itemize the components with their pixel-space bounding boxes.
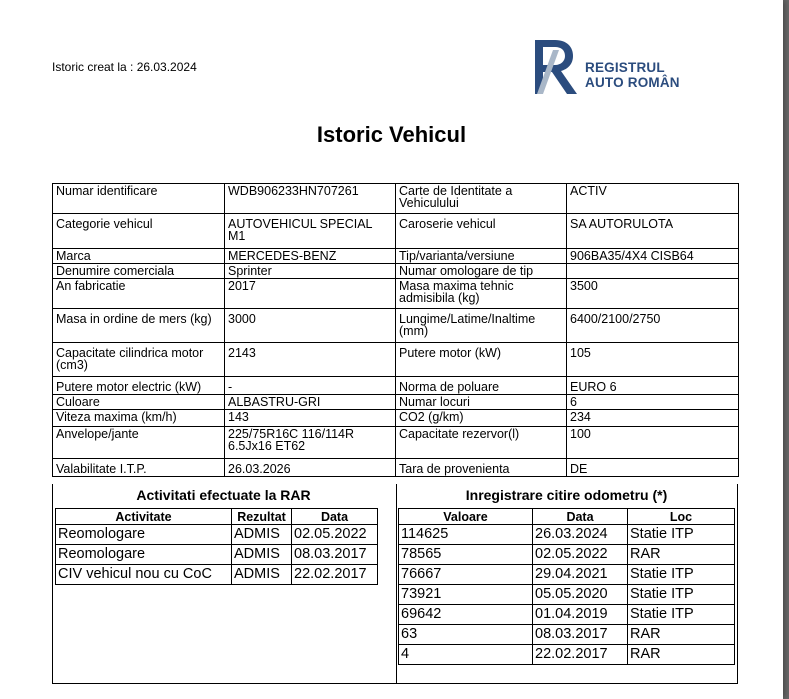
field-value: 2143 bbox=[225, 343, 396, 377]
field-value: WDB906233HN707261 bbox=[225, 184, 396, 214]
odometer-value: 4 bbox=[399, 645, 533, 665]
field-value: 6 bbox=[567, 395, 739, 410]
column-header: Activitate bbox=[56, 509, 232, 525]
table-row bbox=[53, 264, 739, 279]
table-row bbox=[399, 545, 735, 565]
field-value: 100 bbox=[567, 427, 739, 459]
field-label: Culoare bbox=[53, 395, 225, 410]
odometer-date: 02.05.2022 bbox=[533, 545, 628, 565]
field-value: ACTIV bbox=[567, 184, 739, 214]
odometer-value: 73921 bbox=[399, 585, 533, 605]
table-row bbox=[399, 525, 735, 545]
field-value: - bbox=[225, 377, 396, 395]
odometer-location: Statie ITP bbox=[628, 585, 735, 605]
field-value: MERCEDES-BENZ bbox=[225, 249, 396, 264]
page-title: Istoric Vehicul bbox=[316, 122, 467, 147]
field-label: Masa in ordine de mers (kg) bbox=[53, 309, 225, 343]
vehicle-details-table bbox=[52, 183, 739, 477]
activity-date: 08.03.2017 bbox=[292, 545, 378, 565]
rar-logo bbox=[533, 38, 703, 98]
field-value: DE bbox=[567, 459, 739, 477]
field-label: Viteza maxima (km/h) bbox=[53, 410, 225, 427]
odometer-value: 69642 bbox=[399, 605, 533, 625]
odometer-table bbox=[398, 508, 735, 665]
activity-date: 02.05.2022 bbox=[292, 525, 378, 545]
field-value bbox=[567, 264, 739, 279]
field-label: Valabilitate I.T.P. bbox=[53, 459, 225, 477]
column-header: Data bbox=[533, 509, 628, 525]
activities-table bbox=[55, 508, 378, 585]
field-label: Anvelope/jante bbox=[53, 427, 225, 459]
rar-logo-icon bbox=[533, 38, 583, 96]
history-created-date: Istoric creat la : 26.03.2024 bbox=[52, 60, 197, 74]
field-label: Numar omologare de tip bbox=[396, 264, 567, 279]
table-row bbox=[399, 625, 735, 645]
field-value: Sprinter bbox=[225, 264, 396, 279]
odometer-date: 08.03.2017 bbox=[533, 625, 628, 645]
activity-result: ADMIS bbox=[232, 545, 292, 565]
odometer-value: 63 bbox=[399, 625, 533, 645]
field-label: Tip/varianta/versiune bbox=[396, 249, 567, 264]
field-value: 906BA35/4X4 CISB64 bbox=[567, 249, 739, 264]
table-row bbox=[53, 395, 739, 410]
field-label: Capacitate cilindrica motor (cm3) bbox=[53, 343, 225, 377]
activity-date: 22.02.2017 bbox=[292, 565, 378, 585]
activity-name: Reomologare bbox=[56, 525, 232, 545]
field-value: AUTOVEHICUL SPECIAL M1 bbox=[225, 214, 396, 249]
activity-result: ADMIS bbox=[232, 525, 292, 545]
field-value: 2017 bbox=[225, 279, 396, 309]
field-value: 3000 bbox=[225, 309, 396, 343]
table-row bbox=[53, 249, 739, 264]
activity-name: Reomologare bbox=[56, 545, 232, 565]
field-value: ALBASTRU-GRI bbox=[225, 395, 396, 410]
table-row bbox=[53, 309, 739, 343]
field-value: EURO 6 bbox=[567, 377, 739, 395]
table-row bbox=[56, 565, 378, 585]
field-label: Capacitate rezervor(l) bbox=[396, 427, 567, 459]
table-row bbox=[53, 343, 739, 377]
field-label: Numar locuri bbox=[396, 395, 567, 410]
odometer-title: Inregistrare citire odometru (*) bbox=[465, 487, 668, 503]
table-row bbox=[53, 410, 739, 427]
logo-line-1: REGISTRUL bbox=[585, 60, 665, 75]
logo-wordmark bbox=[585, 60, 680, 90]
table-row bbox=[399, 565, 735, 585]
table-row bbox=[399, 645, 735, 665]
table-row bbox=[53, 184, 739, 214]
odometer-location: Statie ITP bbox=[628, 525, 735, 545]
field-value: 225/75R16C 116/114R 6.5Jx16 ET62 bbox=[225, 427, 396, 459]
field-value: 26.03.2026 bbox=[225, 459, 396, 477]
odometer-date: 22.02.2017 bbox=[533, 645, 628, 665]
logo-line-2: AUTO ROMÂN bbox=[585, 75, 680, 90]
table-row bbox=[56, 545, 378, 565]
field-label: Carte de Identitate a Vehiculului bbox=[396, 184, 567, 214]
table-row bbox=[56, 525, 378, 545]
table-row bbox=[53, 459, 739, 477]
odometer-date: 26.03.2024 bbox=[533, 525, 628, 545]
odometer-value: 114625 bbox=[399, 525, 533, 545]
odometer-date: 05.05.2020 bbox=[533, 585, 628, 605]
odometer-location: RAR bbox=[628, 645, 735, 665]
column-header: Rezultat bbox=[232, 509, 292, 525]
field-label: Categorie vehicul bbox=[53, 214, 225, 249]
table-row bbox=[53, 279, 739, 309]
table-row bbox=[399, 585, 735, 605]
odometer-value: 76667 bbox=[399, 565, 533, 585]
field-value: 3500 bbox=[567, 279, 739, 309]
field-label: Lungime/Latime/Inaltime (mm) bbox=[396, 309, 567, 343]
odometer-location: Statie ITP bbox=[628, 565, 735, 585]
column-header: Valoare bbox=[399, 509, 533, 525]
table-row bbox=[53, 214, 739, 249]
odometer-date: 01.04.2019 bbox=[533, 605, 628, 625]
column-header: Loc bbox=[628, 509, 735, 525]
activity-result: ADMIS bbox=[232, 565, 292, 585]
table-row bbox=[53, 427, 739, 459]
field-label: Caroserie vehicul bbox=[396, 214, 567, 249]
activity-name: CIV vehicul nou cu CoC bbox=[56, 565, 232, 585]
field-label: CO2 (g/km) bbox=[396, 410, 567, 427]
field-value: 143 bbox=[225, 410, 396, 427]
table-header-row bbox=[399, 509, 735, 525]
field-label: Masa maxima tehnic admisibila (kg) bbox=[396, 279, 567, 309]
field-value: 234 bbox=[567, 410, 739, 427]
activities-title: Activitati efectuate la RAR bbox=[136, 487, 311, 503]
field-label: Numar identificare bbox=[53, 184, 225, 214]
field-label: Putere motor electric (kW) bbox=[53, 377, 225, 395]
field-label: Denumire comerciala bbox=[53, 264, 225, 279]
field-label: Marca bbox=[53, 249, 225, 264]
odometer-value: 78565 bbox=[399, 545, 533, 565]
field-label: Norma de poluare bbox=[396, 377, 567, 395]
field-value: 105 bbox=[567, 343, 739, 377]
odometer-date: 29.04.2021 bbox=[533, 565, 628, 585]
odometer-location: RAR bbox=[628, 625, 735, 645]
table-header-row bbox=[56, 509, 378, 525]
column-header: Data bbox=[292, 509, 378, 525]
field-label: An fabricatie bbox=[53, 279, 225, 309]
table-row bbox=[399, 605, 735, 625]
field-value: SA AUTORULOTA bbox=[567, 214, 739, 249]
odometer-location: RAR bbox=[628, 545, 735, 565]
odometer-location: Statie ITP bbox=[628, 605, 735, 625]
field-value: 6400/2100/2750 bbox=[567, 309, 739, 343]
field-label: Tara de provenienta bbox=[396, 459, 567, 477]
table-row bbox=[53, 377, 739, 395]
field-label: Putere motor (kW) bbox=[396, 343, 567, 377]
